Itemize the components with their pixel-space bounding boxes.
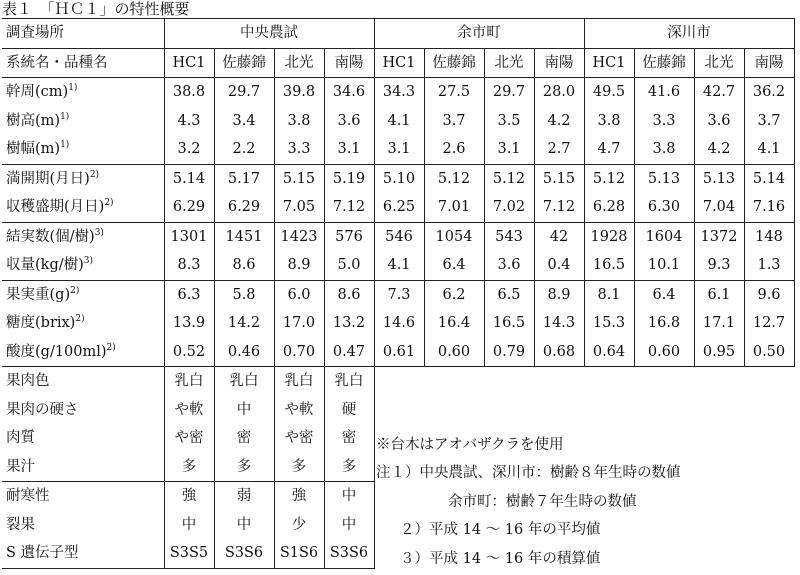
- quality-cell: 少: [274, 511, 324, 540]
- row-footnote-ref: 2): [106, 342, 116, 353]
- data-cell: 13.9: [164, 309, 214, 338]
- row-footnote-ref: 2): [75, 314, 85, 325]
- data-cell: 0.68: [534, 338, 584, 367]
- quality-cell: や軟: [164, 396, 214, 425]
- row-label: [2, 338, 164, 367]
- data-cell: 4.2: [694, 135, 744, 164]
- rootstock-note: ※台木はアオバザクラを使用: [376, 436, 564, 453]
- data-cell: 2.2: [214, 135, 274, 164]
- data-cell: 5.13: [694, 164, 744, 193]
- location-label: 調査場所: [2, 19, 164, 49]
- data-cell: 29.7: [484, 78, 534, 107]
- quality-cell: S3S6: [214, 539, 274, 568]
- table-row: [2, 367, 794, 396]
- quality-cell: S3S6: [324, 539, 374, 568]
- row-label-text: 収量(kg/樹): [6, 257, 84, 274]
- data-cell: 5.12: [484, 164, 534, 193]
- row-label: [2, 251, 164, 280]
- data-cell: 34.3: [374, 78, 424, 107]
- data-cell: 0.61: [374, 338, 424, 367]
- row-label: [2, 135, 164, 164]
- row-label: 果肉の硬さ: [2, 396, 164, 425]
- empty-cell: [744, 396, 794, 425]
- table-row: [2, 280, 794, 309]
- row-label: 肉質: [2, 424, 164, 453]
- quality-cell: 乳白: [214, 367, 274, 396]
- data-cell: 3.7: [744, 107, 794, 136]
- data-cell: 0.46: [214, 338, 274, 367]
- data-cell: 7.01: [424, 193, 484, 222]
- data-cell: 5.10: [374, 164, 424, 193]
- quality-cell: 中: [214, 511, 274, 540]
- data-cell: 5.17: [214, 164, 274, 193]
- variety-header: 南陽: [744, 48, 794, 78]
- data-cell: 3.8: [634, 135, 694, 164]
- data-cell: 29.7: [214, 78, 274, 107]
- empty-cell: [374, 367, 424, 396]
- data-cell: 10.1: [634, 251, 694, 280]
- note-2: ２）平成 14 ～ 16 年の平均値: [400, 522, 601, 538]
- data-cell: 5.14: [164, 164, 214, 193]
- location-header: 余市町: [374, 19, 584, 49]
- location-header: 深川市: [584, 19, 794, 49]
- data-cell: 6.5: [484, 280, 534, 309]
- row-label: S 遺伝子型: [2, 539, 164, 568]
- location-header: 中央農試: [164, 19, 374, 49]
- quality-cell: 乳白: [324, 367, 374, 396]
- row-label-text: 果実重(g): [6, 286, 71, 303]
- note-1-line-1: 注１）中央農試、深川市：樹齢８年生時の数値: [376, 465, 681, 481]
- data-cell: 7.3: [374, 280, 424, 309]
- data-cell: 5.15: [274, 164, 324, 193]
- empty-cell: [694, 396, 744, 425]
- data-cell: 6.4: [424, 251, 484, 280]
- data-cell: 1423: [274, 222, 324, 251]
- data-cell: 1372: [694, 222, 744, 251]
- data-cell: 6.2: [424, 280, 484, 309]
- data-cell: 15.3: [584, 309, 634, 338]
- empty-cell: [744, 482, 794, 511]
- variety-header: HC1: [584, 48, 634, 78]
- data-cell: 148: [744, 222, 794, 251]
- data-cell: 3.2: [164, 135, 214, 164]
- table-row: [2, 78, 794, 107]
- data-cell: 8.3: [164, 251, 214, 280]
- data-cell: 6.25: [374, 193, 424, 222]
- empty-cell: [744, 367, 794, 396]
- row-label: [2, 222, 164, 251]
- data-cell: 16.5: [484, 309, 534, 338]
- row-label-text: 収穫盛期(月日): [6, 199, 105, 216]
- quality-cell: 中: [164, 511, 214, 540]
- data-cell: 0.60: [634, 338, 694, 367]
- data-cell: 4.7: [584, 135, 634, 164]
- data-cell: 5.0: [324, 251, 374, 280]
- empty-cell: [694, 453, 744, 482]
- data-cell: 38.8: [164, 78, 214, 107]
- empty-cell: [744, 511, 794, 540]
- data-cell: 1928: [584, 222, 634, 251]
- table-row: [2, 107, 794, 136]
- data-cell: 6.28: [584, 193, 634, 222]
- data-cell: 8.1: [584, 280, 634, 309]
- data-cell: 0.70: [274, 338, 324, 367]
- variety-header: 南陽: [324, 48, 374, 78]
- data-cell: 7.05: [274, 193, 324, 222]
- variety-header: 南陽: [534, 48, 584, 78]
- row-label: 裂果: [2, 511, 164, 540]
- row-footnote-ref: 1): [68, 83, 78, 94]
- data-cell: 0.64: [584, 338, 634, 367]
- row-label-text: 樹高(m): [6, 112, 61, 129]
- table-row: [2, 135, 794, 164]
- quality-cell: や密: [164, 424, 214, 453]
- data-cell: 8.9: [274, 251, 324, 280]
- data-cell: 17.0: [274, 309, 324, 338]
- data-cell: 4.1: [374, 251, 424, 280]
- table-row: [2, 309, 794, 338]
- quality-cell: 弱: [214, 482, 274, 511]
- data-cell: 28.0: [534, 78, 584, 107]
- row-footnote-ref: 2): [104, 198, 114, 209]
- row-label-text: 糖度(brix): [6, 315, 76, 332]
- data-cell: 8.6: [324, 280, 374, 309]
- row-label: 果肉色: [2, 367, 164, 396]
- empty-cell: [694, 424, 744, 453]
- variety-header: 北光: [484, 48, 534, 78]
- row-footnote-ref: 3): [83, 256, 94, 267]
- data-cell: 14.6: [374, 309, 424, 338]
- data-cell: 3.6: [484, 251, 534, 280]
- data-cell: 9.3: [694, 251, 744, 280]
- data-cell: 12.7: [744, 309, 794, 338]
- row-footnote-ref: 1): [60, 140, 70, 151]
- empty-cell: [744, 539, 794, 568]
- data-cell: 3.4: [214, 107, 274, 136]
- data-cell: 5.12: [584, 164, 634, 193]
- data-cell: 4.1: [374, 107, 424, 136]
- data-cell: 4.3: [164, 107, 214, 136]
- row-footnote-ref: 2): [89, 169, 100, 180]
- data-cell: 3.7: [424, 107, 484, 136]
- data-cell: 16.5: [584, 251, 634, 280]
- table-row: [2, 164, 794, 193]
- data-cell: 5.12: [424, 164, 484, 193]
- row-label: [2, 193, 164, 222]
- note-1-line-2: 余市町：樹齢７年生時の数値: [448, 493, 637, 510]
- data-cell: 0.52: [164, 338, 214, 367]
- quality-cell: 中: [324, 511, 374, 540]
- empty-cell: [694, 539, 744, 568]
- quality-cell: や軟: [274, 396, 324, 425]
- data-cell: 3.1: [484, 135, 534, 164]
- data-cell: 42: [534, 222, 584, 251]
- row-label: [2, 309, 164, 338]
- row-label: 果汁: [2, 453, 164, 482]
- data-cell: 0.4: [534, 251, 584, 280]
- quality-cell: 多: [164, 453, 214, 482]
- quality-cell: や密: [274, 424, 324, 453]
- quality-cell: 多: [324, 453, 374, 482]
- data-cell: 7.02: [484, 193, 534, 222]
- empty-cell: [584, 367, 634, 396]
- row-label: [2, 164, 164, 193]
- data-cell: 1301: [164, 222, 214, 251]
- empty-cell: [634, 367, 694, 396]
- empty-cell: [484, 367, 534, 396]
- data-cell: 2.6: [424, 135, 484, 164]
- row-label: [2, 78, 164, 107]
- data-cell: 3.1: [324, 135, 374, 164]
- row-label: [2, 107, 164, 136]
- quality-cell: S3S5: [164, 539, 214, 568]
- quality-cell: 中: [324, 482, 374, 511]
- data-cell: 3.3: [634, 107, 694, 136]
- note-3: ３）平成 14 ～ 16 年の積算値: [400, 550, 601, 567]
- data-cell: 27.5: [424, 78, 484, 107]
- data-cell: 5.8: [214, 280, 274, 309]
- data-cell: 49.5: [584, 78, 634, 107]
- data-cell: 4.2: [534, 107, 584, 136]
- row-footnote-ref: 2): [70, 285, 80, 296]
- row-footnote-ref: 1): [60, 111, 70, 122]
- quality-cell: 硬: [324, 396, 374, 425]
- data-cell: 7.12: [324, 193, 374, 222]
- empty-cell: [694, 482, 744, 511]
- row-label-text: 樹幅(m): [6, 141, 61, 158]
- variety-header: 北光: [274, 48, 324, 78]
- row-label: [2, 280, 164, 309]
- data-cell: 1.3: [744, 251, 794, 280]
- variety-header: 佐藤錦: [214, 48, 274, 78]
- data-cell: 1604: [634, 222, 694, 251]
- notes-block: [376, 402, 681, 573]
- empty-cell: [744, 424, 794, 453]
- data-cell: 576: [324, 222, 374, 251]
- variety-label: 系統名・品種名: [2, 48, 164, 78]
- empty-cell: [694, 367, 744, 396]
- data-cell: 3.1: [374, 135, 424, 164]
- header-row-variety: [2, 48, 794, 78]
- quality-cell: 乳白: [164, 367, 214, 396]
- data-cell: 5.13: [634, 164, 694, 193]
- data-cell: 0.79: [484, 338, 534, 367]
- data-cell: 2.7: [534, 135, 584, 164]
- quality-cell: S1S6: [274, 539, 324, 568]
- data-cell: 14.3: [534, 309, 584, 338]
- data-cell: 1451: [214, 222, 274, 251]
- data-cell: 5.19: [324, 164, 374, 193]
- data-cell: 6.0: [274, 280, 324, 309]
- data-cell: 7.04: [694, 193, 744, 222]
- data-cell: 41.6: [634, 78, 694, 107]
- data-cell: 8.9: [534, 280, 584, 309]
- data-cell: 3.6: [694, 107, 744, 136]
- data-cell: 4.1: [744, 135, 794, 164]
- quality-cell: 強: [164, 482, 214, 511]
- variety-header: HC1: [374, 48, 424, 78]
- table-row: [2, 222, 794, 251]
- row-label-text: 結実数(個/樹): [6, 228, 95, 245]
- data-cell: 7.16: [744, 193, 794, 222]
- data-cell: 39.8: [274, 78, 324, 107]
- data-cell: 0.47: [324, 338, 374, 367]
- table-row: [2, 251, 794, 280]
- row-footnote-ref: 3): [94, 227, 104, 238]
- variety-header: 佐藤錦: [424, 48, 484, 78]
- empty-cell: [694, 511, 744, 540]
- data-cell: 6.30: [634, 193, 694, 222]
- data-cell: 7.12: [534, 193, 584, 222]
- data-cell: 1054: [424, 222, 484, 251]
- data-cell: 3.6: [324, 107, 374, 136]
- variety-header: HC1: [164, 48, 214, 78]
- data-cell: 17.1: [694, 309, 744, 338]
- quality-cell: 中: [214, 396, 274, 425]
- data-cell: 3.8: [584, 107, 634, 136]
- data-cell: 0.50: [744, 338, 794, 367]
- quality-cell: 多: [274, 453, 324, 482]
- data-cell: 3.5: [484, 107, 534, 136]
- variety-header: 佐藤錦: [634, 48, 694, 78]
- table-row: [2, 193, 794, 222]
- row-label-text: 幹周(cm): [6, 84, 69, 101]
- data-cell: 0.95: [694, 338, 744, 367]
- empty-cell: [534, 367, 584, 396]
- table-row: [2, 338, 794, 367]
- data-cell: 6.29: [214, 193, 274, 222]
- row-label-text: 酸度(g/100ml): [6, 343, 107, 360]
- data-cell: 14.2: [214, 309, 274, 338]
- variety-header: 北光: [694, 48, 744, 78]
- data-cell: 42.7: [694, 78, 744, 107]
- data-cell: 3.8: [274, 107, 324, 136]
- quality-cell: 密: [324, 424, 374, 453]
- empty-cell: [424, 367, 484, 396]
- data-cell: 6.1: [694, 280, 744, 309]
- data-cell: 3.3: [274, 135, 324, 164]
- data-cell: 6.3: [164, 280, 214, 309]
- row-label-text: 満開期(月日): [6, 170, 90, 187]
- row-label: 耐寒性: [2, 482, 164, 511]
- quality-cell: 強: [274, 482, 324, 511]
- data-cell: 0.60: [424, 338, 484, 367]
- data-cell: 8.6: [214, 251, 274, 280]
- data-cell: 9.6: [744, 280, 794, 309]
- data-cell: 36.2: [744, 78, 794, 107]
- data-cell: 16.8: [634, 309, 694, 338]
- quality-cell: 乳白: [274, 367, 324, 396]
- data-cell: 5.15: [534, 164, 584, 193]
- data-cell: 543: [484, 222, 534, 251]
- data-cell: 5.14: [744, 164, 794, 193]
- data-cell: 13.2: [324, 309, 374, 338]
- quality-cell: 多: [214, 453, 274, 482]
- header-row-location: [2, 19, 794, 49]
- quality-cell: 密: [214, 424, 274, 453]
- table-caption: 表１ 「ＨＣ１」の特性概要: [2, 0, 190, 18]
- data-cell: 546: [374, 222, 424, 251]
- data-cell: 16.4: [424, 309, 484, 338]
- data-cell: 6.4: [634, 280, 694, 309]
- data-cell: 34.6: [324, 78, 374, 107]
- empty-cell: [744, 453, 794, 482]
- data-cell: 6.29: [164, 193, 214, 222]
